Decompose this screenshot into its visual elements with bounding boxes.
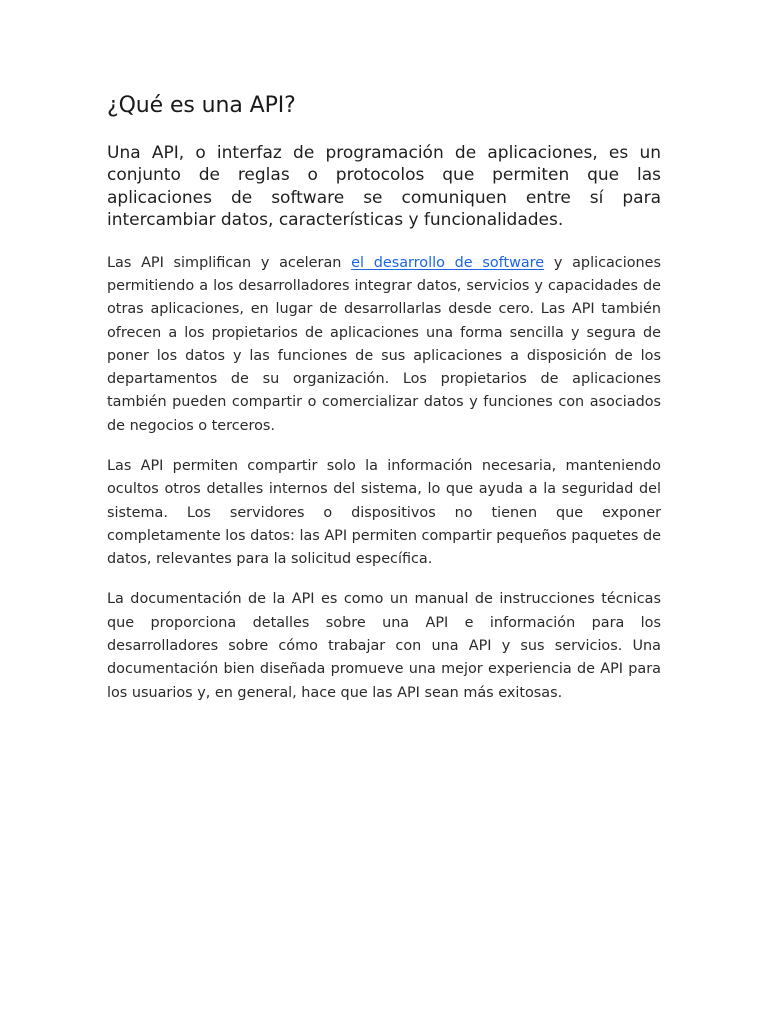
- paragraph-intro: [107, 252, 661, 438]
- lead-paragraph: Una API, o interfaz de programación de aplicaciones, es un conjunto de reglas o protocolos que permiten que las aplicaciones de software se comuniquen entre sí para intercambiar datos, características y funcionalidades.: [107, 143, 661, 231]
- paragraph-intro-text-end: y aplicaciones permitiendo a los desarrolladores integrar datos, servicios y capacidades de otras aplicaciones, en lugar de desarrollarlas desde cero. Las API también ofrecen a los propietarios de aplicaciones una forma sencilla y segura de poner los datos y las funciones de sus aplicaciones a disposición de los departamentos de su organización. Los propietarios de aplicaciones también pueden compartir o comercializar datos y funciones con asociados de negocios o terceros.: [107, 254, 661, 434]
- paragraph-security: Las API permiten compartir solo la información necesaria, manteniendo ocultos otros detalles internos del sistema, lo que ayuda a la seguridad del sistema. Los servidores o dispositivos no tienen que exponer completamente los datos: las API permiten compartir pequeños paquetes de datos, relevantes para la solicitud específica.: [107, 458, 661, 568]
- software-development-link[interactable]: el desarrollo de software: [351, 254, 545, 271]
- paragraph-intro-text-start: Las API simplifican y aceleran: [107, 254, 352, 271]
- page-title: ¿Qué es una API?: [107, 93, 296, 118]
- paragraph-documentation: La documentación de la API es como un manual de instrucciones técnicas que proporciona detalles sobre una API e información para los desarrolladores sobre cómo trabajar con una API y sus servicios. Una documentación bien diseñada promueve una mejor experiencia de API para los usuarios y, en general, hace que las API sean más exitosas.: [107, 591, 661, 701]
